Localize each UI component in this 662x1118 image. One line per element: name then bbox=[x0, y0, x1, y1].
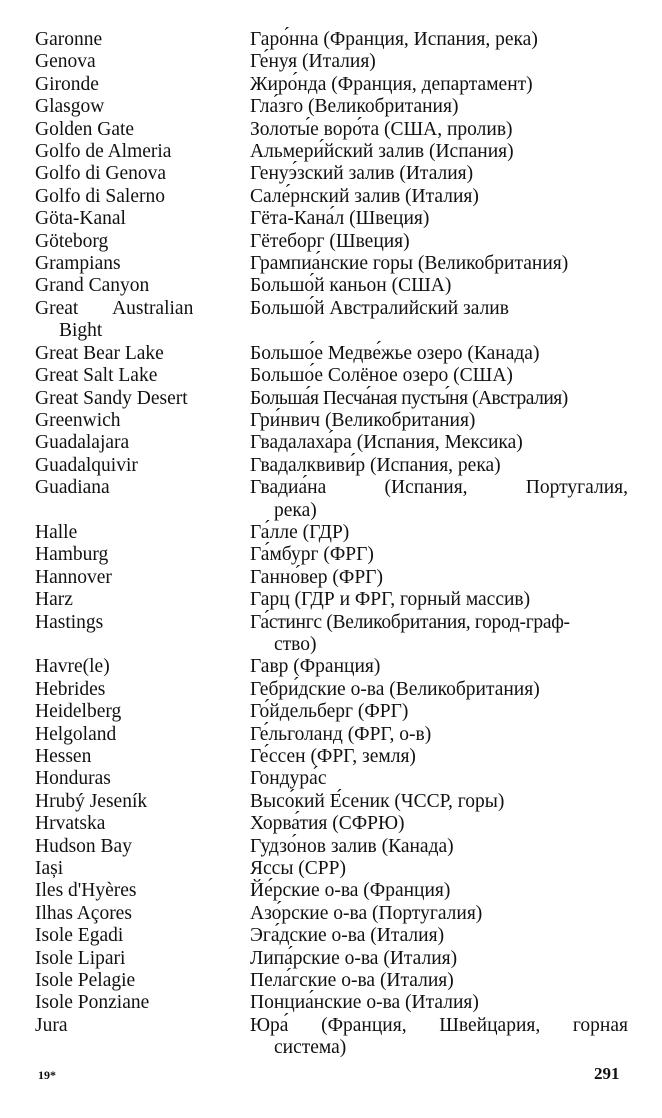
entry-iles-dhyeres bbox=[35, 880, 635, 902]
entry-glasgow bbox=[35, 96, 635, 118]
entry-term: Great Sandy Desert bbox=[35, 387, 188, 409]
entry-term: Iles d'Hyères bbox=[35, 880, 137, 902]
entry-definition: Ге́ссен (ФРГ, земля) bbox=[250, 746, 416, 767]
entry-term: Hudson Bay bbox=[35, 835, 132, 857]
entry-guadiana bbox=[35, 477, 635, 522]
entry-grampians bbox=[35, 253, 635, 275]
entry-definition-line bbox=[250, 477, 628, 499]
entry-hruby-jesenik bbox=[35, 791, 635, 813]
entry-definition-line: Га́стингс (Великобритания, город-граф- bbox=[250, 611, 570, 633]
entry-term: Iași bbox=[35, 858, 64, 880]
entry-golfo-de-almeria bbox=[35, 141, 635, 163]
entry-term: Hrvatska bbox=[35, 813, 106, 835]
entry-isole-egadi bbox=[35, 925, 635, 947]
entry-definition: Гаро́нна (Франция, Испания, река) bbox=[250, 29, 538, 50]
entry-definition: Высо́кий Е́сеник (ЧССР, горы) bbox=[250, 790, 505, 812]
entry-list bbox=[35, 29, 635, 1060]
entry-genova bbox=[35, 51, 635, 73]
entry-isole-pelagie bbox=[35, 970, 635, 992]
entry-term: Göta-Kanal bbox=[35, 208, 126, 230]
entry-definition: Пела́гские о-ва (Италия) bbox=[250, 970, 454, 992]
entry-definition bbox=[250, 477, 635, 522]
entry-definition: Жиро́нда (Франция, департамент) bbox=[250, 73, 533, 95]
entry-term: Garonne bbox=[35, 29, 103, 50]
entry-garonne bbox=[35, 29, 635, 51]
entry-greenwich bbox=[35, 410, 635, 432]
entry-term: Guadalajara bbox=[35, 432, 130, 454]
entry-term: Grampians bbox=[35, 253, 121, 275]
entry-term: Heidelberg bbox=[35, 701, 122, 723]
entry-term: Gironde bbox=[35, 73, 99, 95]
entry-hessen bbox=[35, 746, 635, 768]
entry-term bbox=[35, 298, 250, 343]
entry-term: Guadalquivir bbox=[35, 454, 138, 476]
entry-definition: Гебри́дские о-ва (Великобритания) bbox=[250, 678, 540, 700]
entry-term: Great Salt Lake bbox=[35, 365, 158, 387]
entry-definition: Большо́е Медве́жье озеро (Канада) bbox=[250, 342, 540, 364]
definition-word: Португалия, bbox=[525, 477, 628, 499]
entry-term: Hessen bbox=[35, 746, 92, 767]
entry-definition: Гавр (Франция) bbox=[250, 656, 381, 678]
entry-term: Hastings bbox=[35, 611, 104, 633]
entry-definition: Гвадалаха́ра (Испания, Мексика) bbox=[250, 432, 523, 454]
entry-term: Honduras bbox=[35, 768, 111, 790]
entry-definition: Золоты́е воро́та (США, пролив) bbox=[250, 118, 513, 140]
entry-great-australian-bight bbox=[35, 298, 635, 343]
definition-word: (Франция, bbox=[321, 1014, 407, 1036]
entry-definition: Га́мбург (ФРГ) bbox=[250, 544, 374, 566]
entry-gota-kanal bbox=[35, 208, 635, 230]
entry-definition: Гёта-Кана́л (Швеция) bbox=[250, 208, 430, 230]
entry-hebrides bbox=[35, 679, 635, 701]
entry-definition: Гудзо́нов залив (Канада) bbox=[250, 835, 454, 857]
entry-term: Greenwich bbox=[35, 409, 121, 431]
entry-term: Harz bbox=[35, 589, 73, 611]
entry-halle bbox=[35, 522, 635, 544]
entry-definition: Сале́рнский залив (Италия) bbox=[250, 185, 479, 207]
entry-definition: Ганно́вер (ФРГ) bbox=[250, 566, 383, 588]
entry-term: Hebrides bbox=[35, 678, 106, 700]
definition-word: Гвадиа́на bbox=[250, 477, 327, 499]
entry-definition-continuation: река) bbox=[274, 499, 317, 521]
entry-definition: Большо́й Австралийский залив bbox=[250, 297, 509, 319]
entry-hannover bbox=[35, 567, 635, 589]
entry-definition: Понциа́нские о-ва (Италия) bbox=[250, 992, 479, 1014]
entry-definition: Хорва́тия (СФРЮ) bbox=[250, 813, 405, 835]
definition-word: Юра́ bbox=[250, 1014, 289, 1036]
entry-definition-continuation: система) bbox=[274, 1037, 347, 1059]
entry-goteborg bbox=[35, 231, 635, 253]
entry-iasi bbox=[35, 858, 635, 880]
entry-definition: Га́лле (ГДР) bbox=[250, 521, 350, 543]
entry-golfo-di-genova bbox=[35, 163, 635, 185]
entry-golden-gate bbox=[35, 119, 635, 141]
entry-definition: Гондура́с bbox=[250, 768, 327, 790]
entry-term: Isole Pelagie bbox=[35, 970, 136, 992]
entry-great-bear-lake bbox=[35, 343, 635, 365]
entry-gironde bbox=[35, 74, 635, 96]
entry-term: Hamburg bbox=[35, 544, 109, 566]
entry-term: Ilhas Açores bbox=[35, 902, 132, 924]
entry-definition: Ге́льголанд (ФРГ, о-в) bbox=[250, 723, 432, 745]
entry-term: Great Bear Lake bbox=[35, 342, 164, 364]
entry-golfo-di-salerno bbox=[35, 186, 635, 208]
entry-term-continuation: Bight bbox=[59, 320, 103, 342]
definition-word: горная bbox=[572, 1014, 628, 1036]
signature-mark: 19* bbox=[38, 1068, 56, 1082]
entry-helgoland bbox=[35, 724, 635, 746]
entry-honduras bbox=[35, 768, 635, 790]
entry-term: Isole Egadi bbox=[35, 925, 124, 947]
entry-definition bbox=[250, 1015, 635, 1060]
entry-definition: Гётеборг (Швеция) bbox=[250, 230, 410, 252]
entry-term: Grand Canyon bbox=[35, 275, 150, 297]
entry-term: Hannover bbox=[35, 566, 112, 588]
entry-guadalquivir bbox=[35, 455, 635, 477]
entry-definition-continuation: ство) bbox=[274, 633, 317, 655]
definition-word: (Испания, bbox=[384, 477, 468, 499]
entry-havre bbox=[35, 656, 635, 678]
entry-great-sandy-desert bbox=[35, 388, 635, 410]
entry-hudson-bay bbox=[35, 836, 635, 858]
entry-definition: Азо́рские о-ва (Португалия) bbox=[250, 902, 483, 924]
entry-term-line: Great Australian bbox=[35, 297, 194, 319]
entry-definition: Больша́я Песча́ная пусты́ня (Австралия) bbox=[250, 387, 568, 409]
entry-hrvatska bbox=[35, 813, 635, 835]
entry-definition: Го́йдельберг (ФРГ) bbox=[250, 701, 409, 723]
entry-definition bbox=[250, 612, 635, 657]
entry-term: Glasgow bbox=[35, 96, 105, 118]
entry-term: Halle bbox=[35, 521, 78, 543]
entry-heidelberg bbox=[35, 701, 635, 723]
page-number: 291 bbox=[594, 1064, 620, 1083]
entry-hastings bbox=[35, 612, 635, 657]
entry-definition: Гри́нвич (Великобритания) bbox=[250, 409, 476, 431]
entry-definition: Эга́дские о-ва (Италия) bbox=[250, 925, 445, 947]
entry-definition-line bbox=[250, 1015, 628, 1037]
entry-definition: Гарц (ГДР и ФРГ, горный массив) bbox=[250, 589, 531, 611]
entry-term: Helgoland bbox=[35, 723, 117, 745]
entry-definition: Большо́е Солёное озеро (США) bbox=[250, 365, 513, 387]
entry-definition: Яссы (СРР) bbox=[250, 858, 346, 880]
entry-definition: Гла́зго (Великобритания) bbox=[250, 96, 459, 118]
entry-harz bbox=[35, 589, 635, 611]
entry-term: Jura bbox=[35, 1014, 68, 1036]
entry-definition: Липа́рские о-ва (Италия) bbox=[250, 947, 458, 969]
entry-term: Golfo di Genova bbox=[35, 163, 167, 185]
entry-term: Golden Gate bbox=[35, 118, 135, 140]
entry-term: Havre(le) bbox=[35, 656, 110, 678]
entry-isole-lipari bbox=[35, 948, 635, 970]
entry-definition: Грампиа́нские горы (Великобритания) bbox=[250, 253, 569, 275]
entry-guadalajara bbox=[35, 432, 635, 454]
entry-definition: Генуэ́зский залив (Италия) bbox=[250, 163, 474, 185]
entry-hamburg bbox=[35, 544, 635, 566]
entry-term: Golfo di Salerno bbox=[35, 185, 165, 207]
definition-word: Швейцария, bbox=[439, 1014, 541, 1036]
entry-definition: Большо́й каньон (США) bbox=[250, 275, 452, 297]
entry-jura bbox=[35, 1015, 635, 1060]
entry-definition: Ге́нуя (Италия) bbox=[250, 51, 376, 73]
entry-great-salt-lake bbox=[35, 365, 635, 387]
entry-term: Isole Ponziane bbox=[35, 992, 150, 1014]
entry-definition: Альмери́йский залив (Испания) bbox=[250, 141, 514, 163]
entry-term: Guadiana bbox=[35, 477, 110, 499]
entry-definition: Гвадалквиви́р (Испания, река) bbox=[250, 454, 501, 476]
entry-grand-canyon bbox=[35, 275, 635, 297]
entry-isole-ponziane bbox=[35, 992, 635, 1014]
entry-term: Hrubý Jeseník bbox=[35, 790, 148, 812]
entry-ilhas-acores bbox=[35, 903, 635, 925]
entry-definition: Йе́рские о-ва (Франция) bbox=[250, 880, 451, 902]
entry-term: Göteborg bbox=[35, 230, 109, 252]
entry-term: Genova bbox=[35, 51, 96, 73]
entry-term: Isole Lipari bbox=[35, 947, 126, 969]
entry-term: Golfo de Almeria bbox=[35, 141, 172, 163]
